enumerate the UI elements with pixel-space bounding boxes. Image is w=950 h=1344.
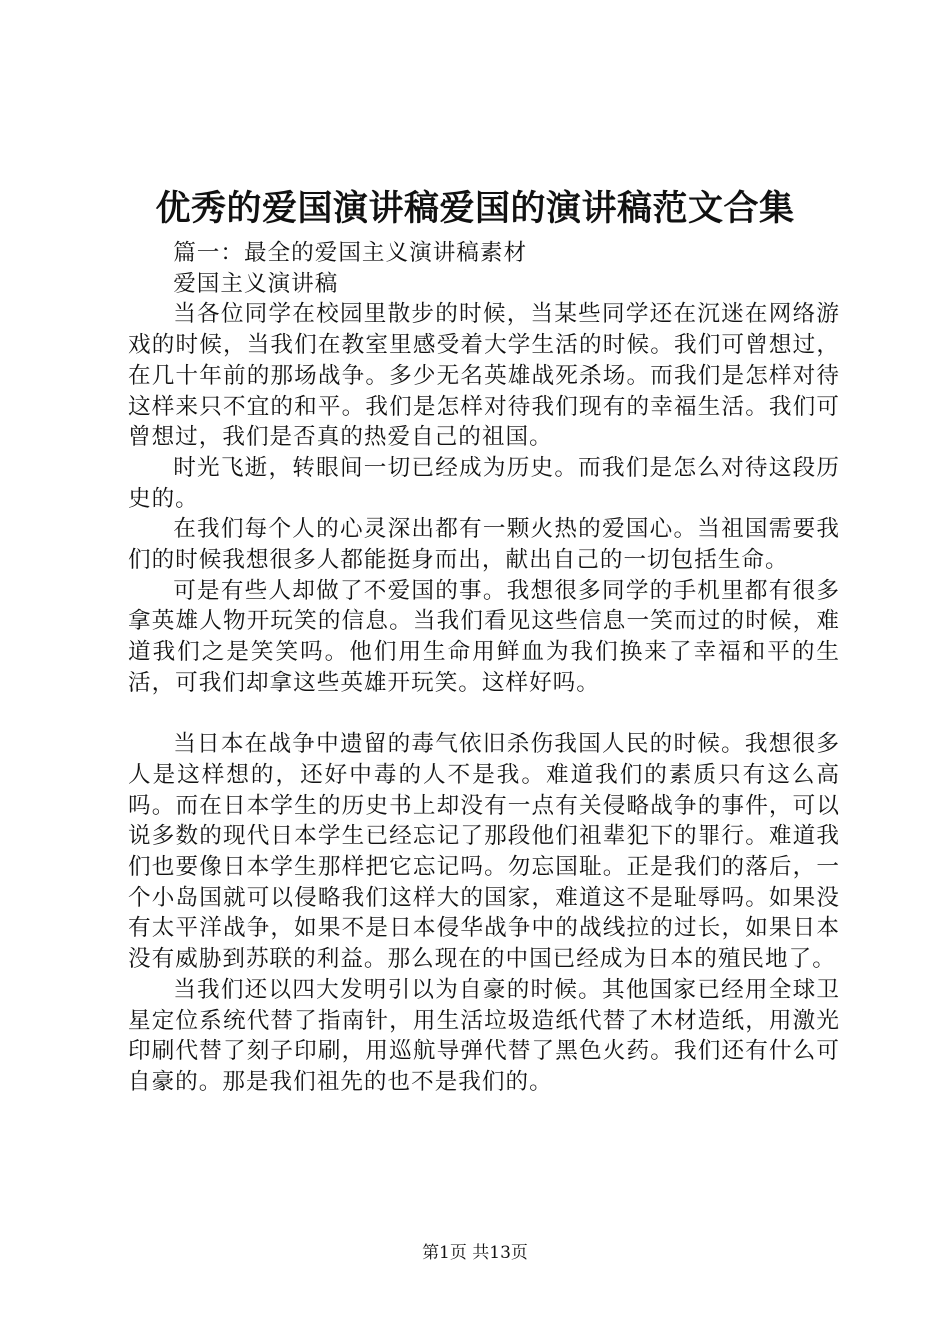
paragraph-2: 时光飞逝，转眼间一切已经成为历史。而我们是怎么对待这段历史的。 [128, 454, 840, 512]
document-title: 优秀的爱国演讲稿爱国的演讲稿范文合集 [155, 188, 795, 229]
document-body [128, 238, 840, 1098]
paragraph-3: 在我们每个人的心灵深出都有一颗火热的爱国心。当祖国需要我们的时候我想很多人都能挺身而出，献出自己的一切包括生命。 [128, 516, 840, 574]
section-heading: 篇一：最全的爱国主义演讲稿素材 [173, 240, 528, 266]
paragraph-4: 可是有些人却做了不爱国的事。我想很多同学的手机里都有很多拿英雄人物开玩笑的信息。当我们看见这些信息一笑而过的时候，难道我们之是笑笑吗。他们用生命用鲜血为我们换来了幸福和平的生活，可我们却拿这些英雄开玩笑。这样好吗。 [128, 577, 840, 696]
paragraph-1: 当各位同学在校园里散步的时候，当某些同学还在沉迷在网络游戏的时候，当我们在教室里感受着大学生活的时候。我们可曾想过，在几十年前的那场战争。多少无名英雄战死杀场。而我们是怎样对待这样来只不宜的和平。我们是怎样对待我们现有的幸福生活。我们可曾想过，我们是否真的热爱自己的祖国。 [128, 301, 840, 451]
paragraph-6: 当我们还以四大发明引以为自豪的时候。其他国家已经用全球卫星定位系统代替了指南针，用生活垃圾造纸代替了木材造纸，用激光印刷代替了刻子印刷，用巡航导弹代替了黑色火药。我们还有什么可自豪的。那是我们祖先的也不是我们的。 [128, 976, 840, 1095]
paragraph-5: 当日本在战争中遗留的毒气依旧杀伤我国人民的时候。我想很多人是这样想的，还好中毒的人不是我。难道我们的素质只有这么高吗。而在日本学生的历史书上却没有一点有关侵略战争的事件，可以说多数的现代日本学生已经忘记了那段他们祖辈犯下的罪行。难道我们也要像日本学生那样把它忘记吗。勿忘国耻。正是我们的落后，一个小岛国就可以侵略我们这样大的国家，难道这不是耻辱吗。如果没有太平洋战争，如果不是日本侵华战争中的战线拉的过长，如果日本没有威胁到苏联的利益。那么现在的中国已经成为日本的殖民地了。 [128, 731, 840, 973]
subheading: 爱国主义演讲稿 [173, 270, 339, 297]
page-footer: 第1页 共13页 [422, 1243, 528, 1263]
